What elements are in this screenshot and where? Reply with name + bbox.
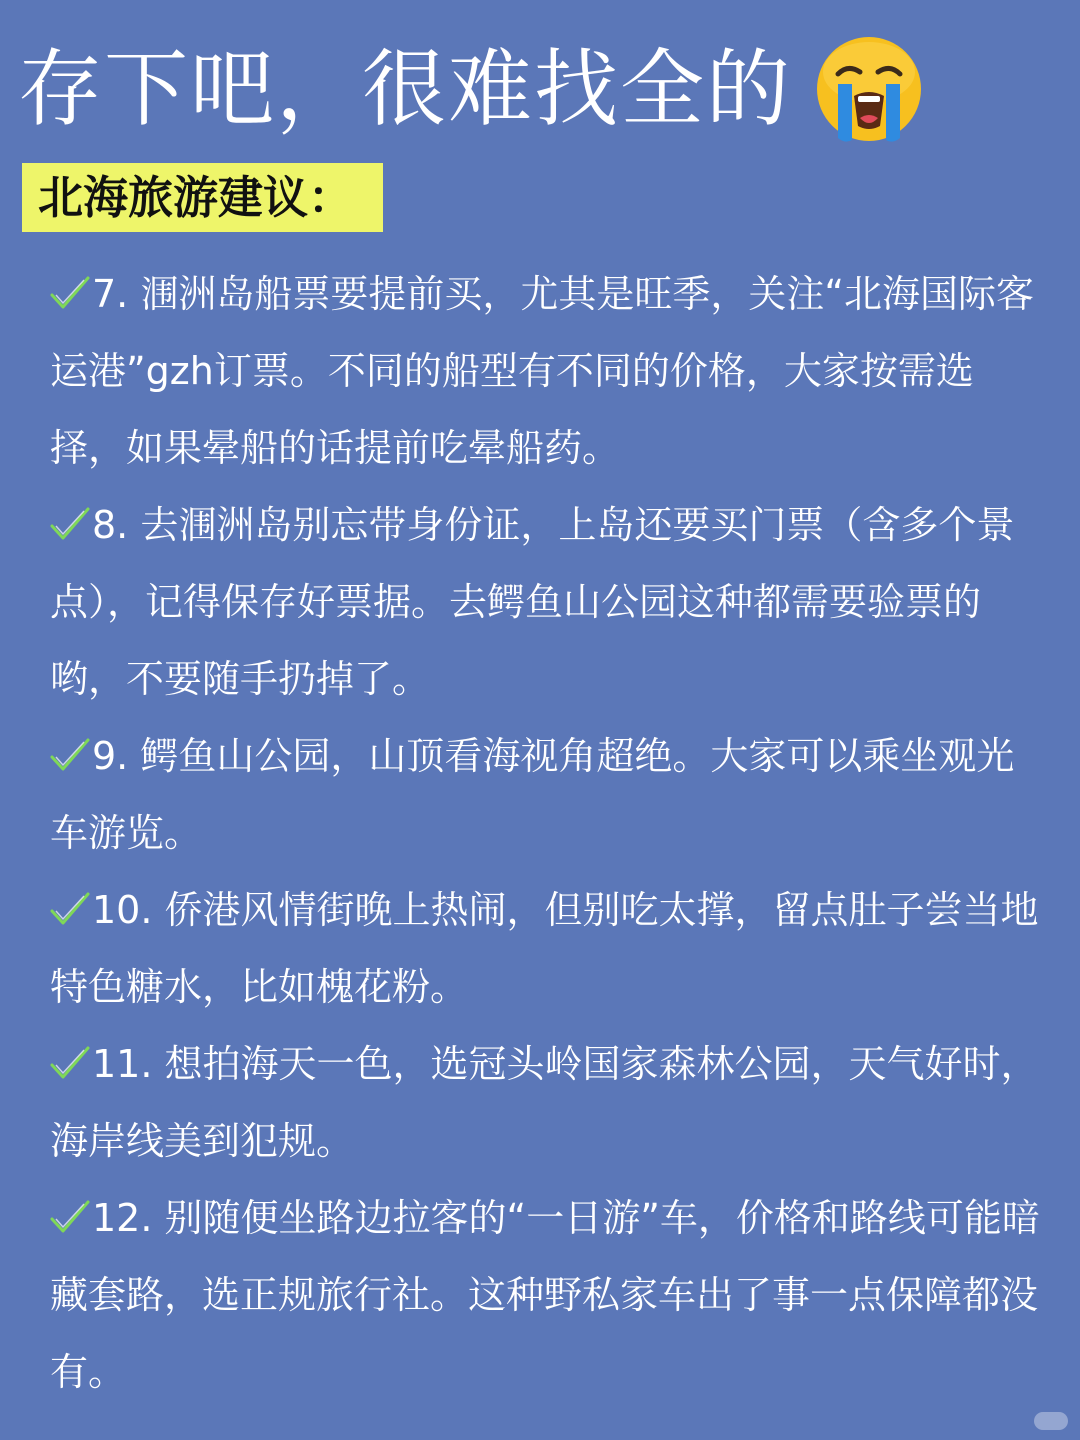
check-mark-icon — [50, 891, 90, 927]
check-mark-icon — [50, 737, 90, 773]
tip-text: 11. 想拍海天一色，选冠头岭国家森林公园，天气好时，海岸线美到犯规。 — [50, 1042, 1039, 1163]
section-heading: 北海旅游建议： — [22, 163, 383, 232]
tip-text: 12. 别随便坐路边拉客的“一日游”车，价格和路线可能暗藏套路，选正规旅行社。这种野私家车出了事一点保障都没有。 — [50, 1196, 1040, 1394]
loudly-crying-face-icon — [814, 34, 924, 144]
check-mark-icon — [50, 275, 90, 311]
tip-item — [50, 718, 1040, 872]
title-row — [18, 30, 924, 148]
tip-item — [50, 872, 1040, 1026]
page-title: 存下吧，很难找全的 — [18, 40, 793, 138]
tip-item — [50, 1180, 1040, 1411]
tips-list — [50, 256, 1040, 1411]
check-mark-icon — [50, 1199, 90, 1235]
tip-item — [50, 256, 1040, 487]
tip-text: 7. 涠洲岛船票要提前买，尤其是旺季，关注“北海国际客运港”gzh订票。不同的船型有不同的价格，大家按需选择，如果晕船的话提前吃晕船药。 — [50, 272, 1035, 470]
tip-item — [50, 487, 1040, 718]
tip-item — [50, 1026, 1040, 1180]
tip-text: 10. 侨港风情街晚上热闹，但别吃太撑，留点肚子尝当地特色糖水，比如槐花粉。 — [50, 888, 1039, 1009]
watermark-badge — [1034, 1412, 1068, 1430]
tip-text: 9. 鳄鱼山公园，山顶看海视角超绝。大家可以乘坐观光车游览。 — [50, 734, 1015, 855]
check-mark-icon — [50, 506, 90, 542]
check-mark-icon — [50, 1045, 90, 1081]
tip-text: 8. 去涠洲岛别忘带身份证，上岛还要买门票（含多个景点），记得保存好票据。去鳄鱼山公园这种都需要验票的哟，不要随手扔掉了。 — [50, 503, 1015, 701]
